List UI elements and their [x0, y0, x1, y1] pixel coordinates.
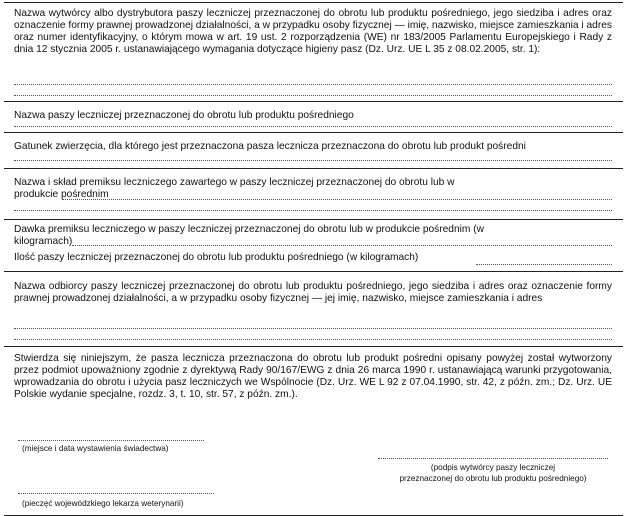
- declaration-text: Stwierdza się niniejszym, że pasza lecznicza przeznaczona do obrotu lub produkt pośredni opisany powyżej został wytworzony przez podmiot upoważniony zgodnie z dyrektywą Rady 90/167/EWG z dnia 26 marca 1990 r. ustanawiającą warunki przygotowania, wprowadzania do obrotu i użycia pasz leczniczych we Wspólnocie (Dz. Urz. WE L 92 z 07.04.1990, str. 42, z późn. zm.; Dz. Urz. UE Polskie wydanie specjalne, rozdz. 3, t. 10, str. 57, z późn. zm.).: [14, 353, 612, 400]
- recipient-label: Nazwa odbiorcy paszy leczniczej przeznaczonej do obrotu lub produktu pośredniego, jego siedziba i adres oraz oznaczenie formy prawnej prowadzonej działalności, a w przypadku osoby fizycznej — jej imię, nazwisko, miejsce zamieszkania i adres: [14, 281, 612, 304]
- vet-stamp-field[interactable]: [18, 493, 214, 496]
- vet-stamp-caption: (pieczęć wojewódzkiego lekarza weterynarii): [22, 499, 184, 508]
- recipient-field-line-2[interactable]: [14, 339, 612, 342]
- premix-field-inline[interactable]: [62, 199, 612, 202]
- producer-signature-caption-2: przeznaczonej do obrotu lub produktu pośredniego): [399, 474, 587, 483]
- species-field-line[interactable]: [14, 160, 612, 163]
- producer-signature-field[interactable]: [378, 458, 608, 461]
- recipient-field-line-1[interactable]: [14, 328, 612, 331]
- producer-label: Nazwa wytwórcy albo dystrybutora paszy leczniczej przeznaczonej do obrotu lub produktu pośredniego, jego siedziba i adres oraz oznaczenie formy prawnej prowadzonej działalności, a w przypadku osoby fizycznej — imię, nazwisko, miejsce zamieszkania i adres oraz numer identyfikacyjny, o którym mowa w art. 19 ust. 2 rozporządzenia (WE) nr 183/2005 Parlamentu Europejskiego i Rady z dnia 12 stycznia 2005 r. ustanawiającego wymagania dotyczące higieny pasz (Dz. Urz. UE L 35 z 08.02.2005, str. 1):: [14, 8, 612, 55]
- producer-signature-caption-1: (podpis wytwórcy paszy leczniczej: [430, 463, 556, 472]
- producer-field-line-2[interactable]: [14, 95, 612, 98]
- place-date-caption: (miejsce i data wystawienia świadectwa): [22, 444, 169, 453]
- dose-label: Dawka premiksu leczniczego w paszy leczniczej przeznaczonej do obrotu lub w produkcie pośrednim (w kilogramach): [14, 224, 484, 247]
- feed-name-field-line[interactable]: [14, 126, 612, 129]
- dose-field-inline[interactable]: [72, 245, 612, 248]
- feed-name-label: Nazwa paszy leczniczej przeznaczonej do obrotu lub produktu pośredniego: [14, 110, 354, 121]
- premix-label: Nazwa i skład premiksu leczniczego zawartego w paszy leczniczej przeznaczonej do obrotu lub w produkcie pośrednim: [14, 177, 455, 200]
- quantity-label: Ilość paszy leczniczej przeznaczonej do obrotu lub produktu pośredniego (w kilogramach): [14, 252, 419, 263]
- producer-field-line-1[interactable]: [14, 84, 612, 87]
- place-date-field[interactable]: [18, 440, 204, 443]
- species-label: Gatunek zwierzęcia, dla którego jest przeznaczona pasza lecznicza przeznaczona do obrotu lub produkt pośredni: [14, 141, 526, 152]
- quantity-field-inline[interactable]: [476, 264, 612, 267]
- premix-field-line[interactable]: [14, 210, 612, 213]
